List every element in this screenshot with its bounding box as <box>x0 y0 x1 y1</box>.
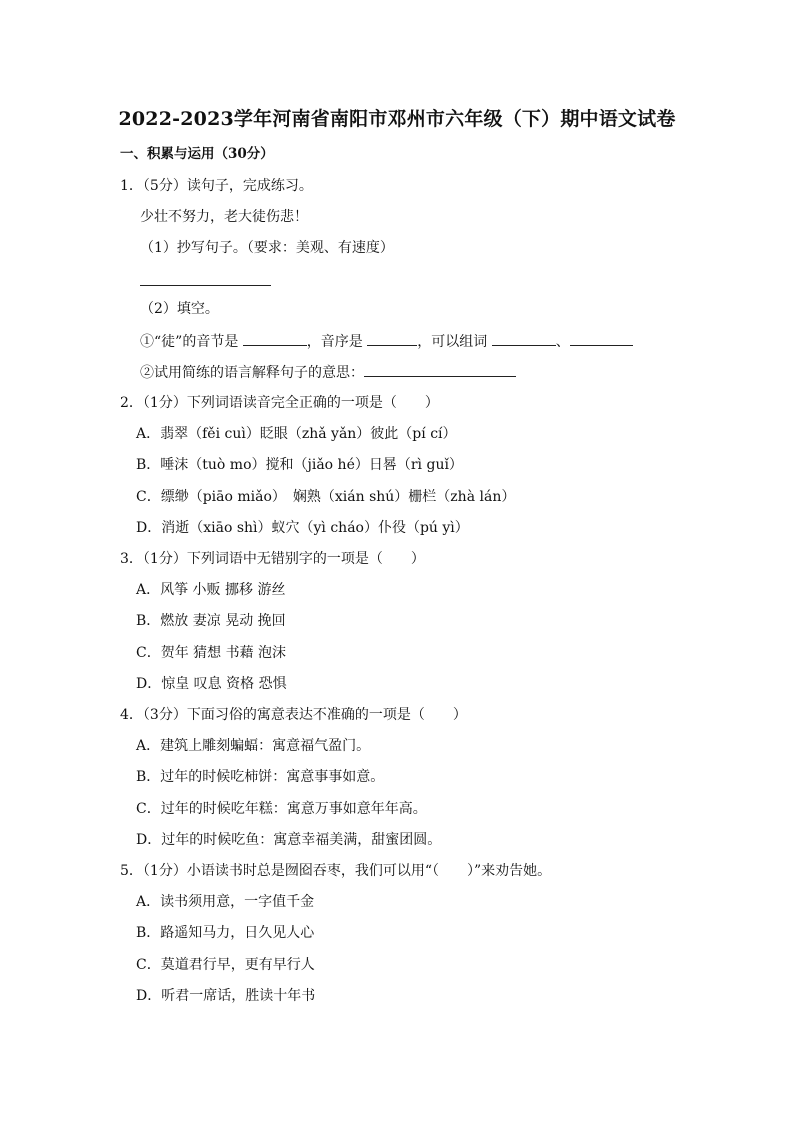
question-3-option-b[interactable]: B．燃放 妻凉 晃动 挽回 <box>136 613 286 629</box>
index-letter-blank[interactable] <box>367 331 417 346</box>
word-blank-2[interactable] <box>570 331 633 346</box>
question-5-option-d[interactable]: D．听君一席话，胜读十年书 <box>136 988 316 1004</box>
fill-1-text-d: 、 <box>555 334 570 350</box>
copy-answer-blank[interactable] <box>140 285 271 286</box>
question-4-option-b[interactable]: B．过年的时候吃柿饼：寓意事事如意。 <box>136 769 385 785</box>
question-3-option-a[interactable]: A．风筝 小贩 挪移 游丝 <box>136 582 286 598</box>
question-3-option-d[interactable]: D．惊皇 叹息 资格 恐惧 <box>136 676 287 692</box>
section-heading: 一、积累与运用（30分） <box>120 146 274 162</box>
question-3-option-c[interactable]: C．贺年 猜想 书藉 泡沫 <box>136 645 287 661</box>
question-1-fill-2 <box>140 362 516 383</box>
question-4-option-d[interactable]: D．过年的时候吃鱼：寓意幸福美满，甜蜜团圆。 <box>136 832 442 848</box>
meaning-blank[interactable] <box>364 362 516 377</box>
fill-1-text-a: ①“徒”的音节是 <box>140 334 239 350</box>
question-4-option-c[interactable]: C．过年的时候吃年糕：寓意万事如意年年高。 <box>136 801 427 817</box>
exam-title: 2022-2023学年河南省南阳市邓州市六年级（下）期中语文试卷 <box>118 108 676 130</box>
question-4-stem: 4．（3分）下面习俗的寓意表达不准确的一项是（ ） <box>120 707 467 723</box>
question-1-sentence: 少壮不努力，老大徒伤悲！ <box>140 209 308 225</box>
fill-1-text-c: ，可以组词 <box>417 334 488 350</box>
question-2-option-c[interactable]: C．缥缈（piāo miǎo） 娴熟（xián shú）栅栏（zhà lán） <box>136 489 516 505</box>
fill-1-text-b: ，音序是 <box>306 334 363 350</box>
syllable-blank[interactable] <box>243 331 307 346</box>
word-blank-1[interactable] <box>492 331 556 346</box>
question-5-option-b[interactable]: B．路遥知马力，日久见人心 <box>136 925 315 941</box>
question-4-option-a[interactable]: A．建筑上雕刻蝙蝠：寓意福气盈门。 <box>136 738 371 754</box>
question-1-part2: （2）填空。 <box>140 301 219 317</box>
question-5-option-c[interactable]: C．莫道君行早，更有早行人 <box>136 957 315 973</box>
question-5-option-a[interactable]: A．读书须用意，一字值千金 <box>136 894 315 910</box>
question-1-part1: （1）抄写句子。（要求：美观、有速度） <box>140 240 394 256</box>
question-2-option-d[interactable]: D．消逝（xiāo shì）蚁穴（yì cháo）仆役（pú yì） <box>136 520 469 536</box>
question-2-option-a[interactable]: A．翡翠（fěi cuì）眨眼（zhǎ yǎn）彼此（pí cí） <box>136 426 457 442</box>
question-2-stem: 2．（1分）下列词语读音完全正确的一项是（ ） <box>120 395 439 411</box>
question-5-stem: 5．（1分）小语读书时总是囫囵吞枣，我们可以用“（ ）”来劝告她。 <box>120 863 552 879</box>
question-1-stem: 1．（5分）读句子，完成练习。 <box>120 178 313 194</box>
question-1-fill-1 <box>140 331 633 352</box>
fill-2-text: ②试用简练的语言解释句子的意思： <box>140 365 364 381</box>
question-2-option-b[interactable]: B．唾沫（tuò mo）搅和（jiǎo hé）日晷（rì guǐ） <box>136 457 463 473</box>
question-3-stem: 3．（1分）下列词语中无错别字的一项是（ ） <box>120 551 425 567</box>
